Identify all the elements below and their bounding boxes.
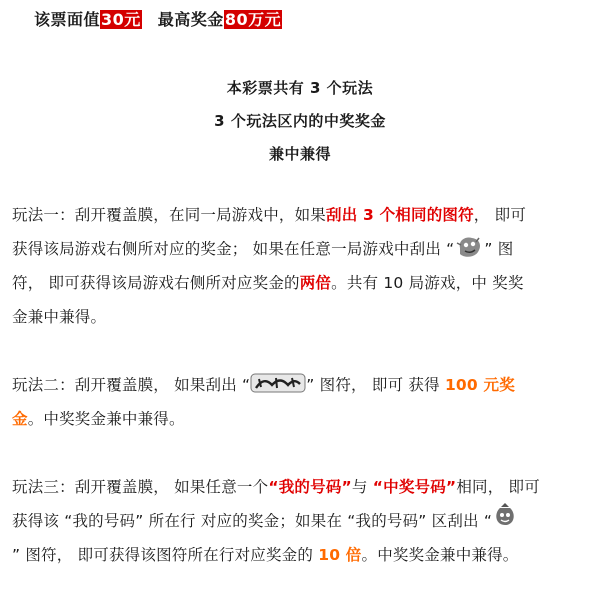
play-one-text: ” 图 xyxy=(484,240,514,258)
money-bag-symbol-icon xyxy=(492,501,518,527)
play-one-text: 获得该局游戏右侧所对应的奖金； 如果在任意一局游戏中刮出 “ xyxy=(12,240,455,258)
play-one-text: 金兼中兼得。 xyxy=(12,308,107,326)
play-two-prize-highlight: 金 xyxy=(12,410,28,428)
face-value-label: 该票面值 xyxy=(34,10,101,29)
play-three-multiplier-highlight: 10 倍 xyxy=(318,546,362,564)
play-two-prize-highlight: 100 元奖 xyxy=(444,376,515,394)
play-three-text: 与 xyxy=(351,478,373,496)
play-one-double-highlight: 两倍 xyxy=(299,274,332,292)
play-one-paragraph xyxy=(12,198,590,334)
play-three-paragraph xyxy=(12,470,590,572)
play-two-text: 。中奖奖金兼中兼得。 xyxy=(27,410,185,428)
top-prize-amount: 80万元 xyxy=(224,10,282,29)
play-two-paragraph xyxy=(12,368,590,436)
intro-line-2: 3 个玩法区内的中奖奖金 xyxy=(214,112,386,130)
winning-number-highlight: “中奖号码” xyxy=(372,478,457,496)
double-symbol-icon xyxy=(454,234,484,260)
good-luck-symbol-icon xyxy=(250,372,306,394)
ticket-header xyxy=(34,7,282,30)
play-three-text: 获得该 “我的号码” 所在行 对应的奖金；如果在 “我的号码” 区刮出 “ xyxy=(12,512,493,530)
play-one-text: 玩法一：刮开覆盖膜，在同一局游戏中，如果 xyxy=(12,206,327,224)
play-three-text: ” 图符， 即可获得该图符所在行对应奖金的 xyxy=(12,546,319,564)
play-two-text: ” 图符， 即可 获得 xyxy=(306,376,445,394)
play-three-text: 玩法三：刮开覆盖膜， 如果任意一个 xyxy=(12,478,269,496)
play-one-text: ， 即可 xyxy=(473,206,527,224)
face-value-amount: 30元 xyxy=(101,10,141,29)
play-three-text: 相同， 即可 xyxy=(456,478,540,496)
top-prize-label: 最高奖金 xyxy=(157,10,224,29)
play-three-text: 。中奖奖金兼中兼得。 xyxy=(361,546,519,564)
play-one-text: 。共有 10 局游戏，中 奖奖 xyxy=(331,274,524,292)
my-number-highlight: “我的号码” xyxy=(268,478,352,496)
intro-line-3: 兼中兼得 xyxy=(268,145,331,163)
intro-line-1: 本彩票共有 3 个玩法 xyxy=(226,79,374,97)
play-one-highlight: 刮出 3 个相同的图符 xyxy=(326,206,474,224)
play-two-text: 玩法二：刮开覆盖膜， 如果刮出 “ xyxy=(12,376,251,394)
play-one-text: 符， 即可获得该局游戏右侧所对应奖金的 xyxy=(12,274,300,292)
